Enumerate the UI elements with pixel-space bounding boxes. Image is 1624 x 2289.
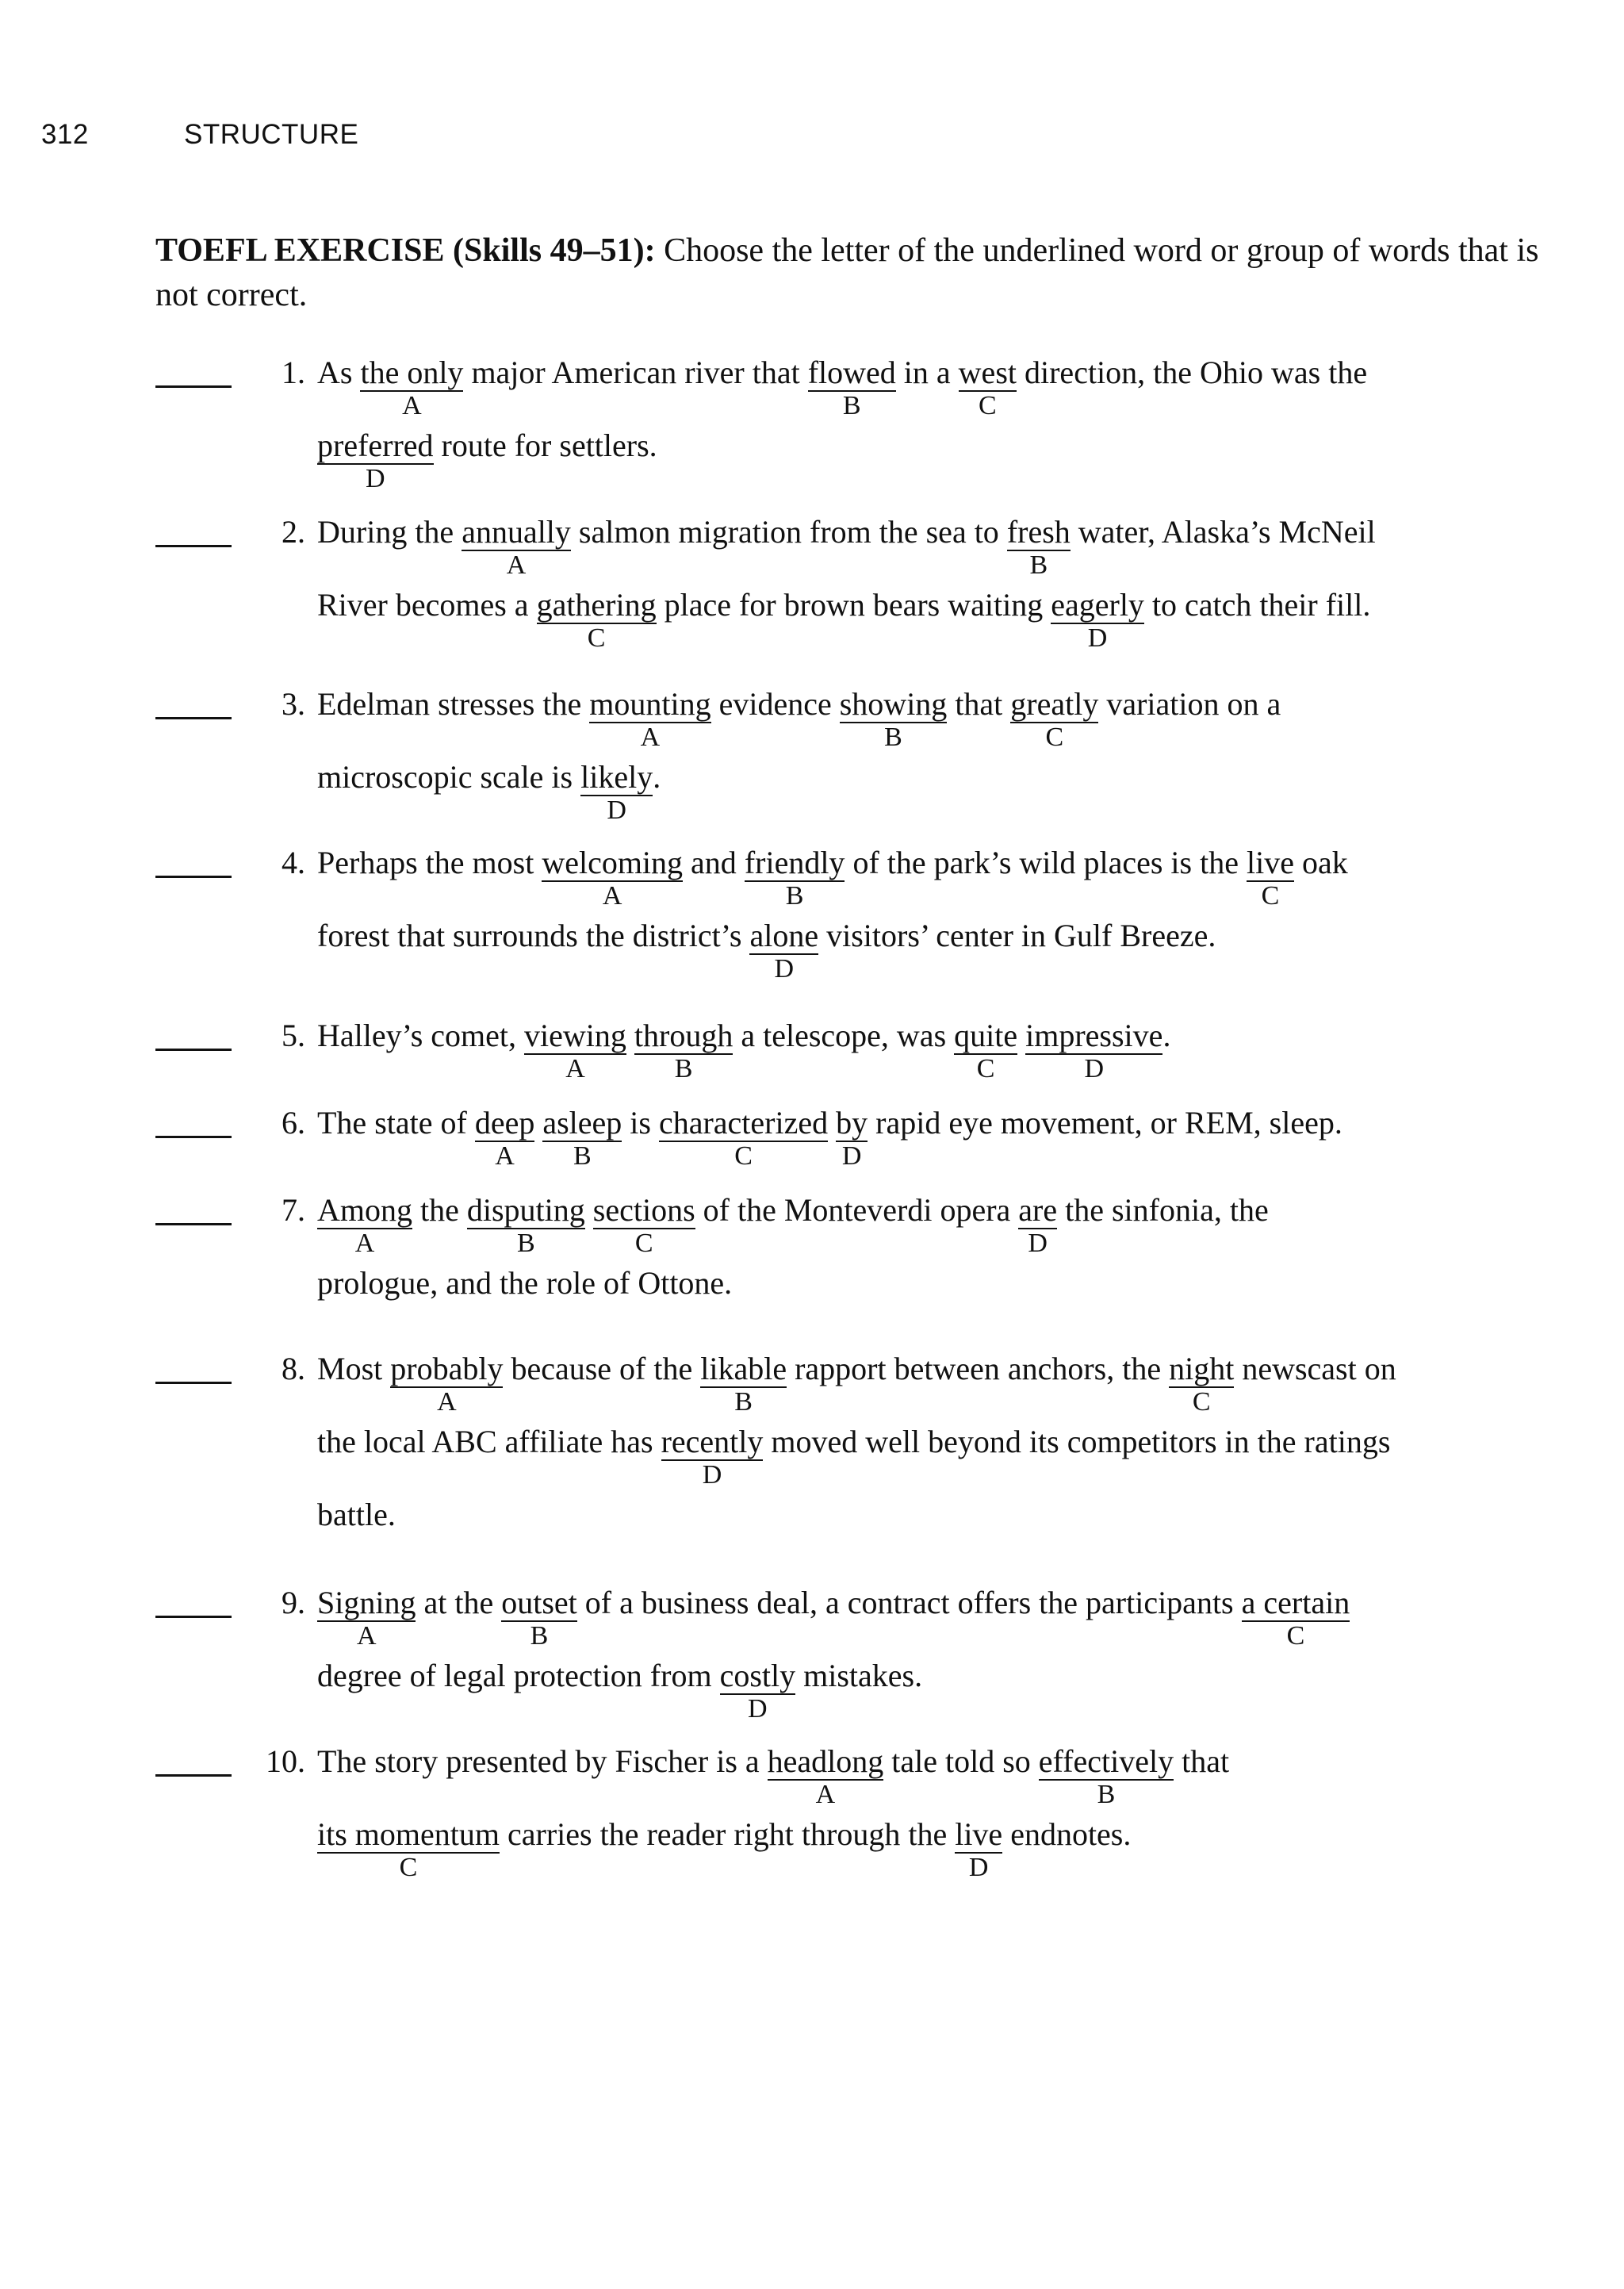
answer-blank[interactable] (155, 1774, 232, 1777)
underlined-option: Signing A (317, 1585, 416, 1651)
option-letter: C (734, 1141, 753, 1171)
question-item (155, 1017, 1567, 1104)
option-letter: A (437, 1387, 457, 1417)
question-text (317, 354, 1554, 500)
question-line: battle. (317, 1497, 396, 1532)
underlined-option: annually A (462, 514, 571, 580)
question-number: 4. (282, 845, 305, 880)
running-head (41, 119, 358, 151)
option-letter: B (1029, 550, 1048, 580)
underlined-option: viewing A (524, 1018, 626, 1083)
underlined-option: impressive D (1025, 1018, 1163, 1083)
question-number: 7. (282, 1192, 305, 1228)
option-letter: C (1286, 1621, 1305, 1651)
question-text (317, 1584, 1554, 1730)
option-letter: B (884, 723, 902, 752)
underlined-option: its momentum C (317, 1816, 500, 1882)
underlined-option: Among A (317, 1192, 412, 1258)
option-letter: B (785, 881, 804, 911)
answer-blank[interactable] (155, 717, 232, 719)
option-letter: A (565, 1054, 585, 1083)
question-text (317, 1743, 1554, 1888)
question-text (317, 844, 1554, 990)
underlined-option: greatly C (1010, 686, 1099, 752)
question-number: 1. (282, 355, 305, 390)
question-item (155, 1350, 1567, 1584)
option-letter: A (495, 1141, 515, 1171)
option-letter: D (968, 1853, 989, 1882)
underlined-option: preferred D (317, 428, 434, 493)
option-letter: A (815, 1780, 836, 1809)
question-number: 6. (282, 1105, 305, 1141)
question-item (155, 685, 1567, 844)
exercise-instructions (155, 228, 1551, 317)
option-letter: D (1028, 1229, 1048, 1258)
underlined-option: through B (634, 1018, 733, 1083)
option-letter: B (1097, 1780, 1116, 1809)
section-name: STRUCTURE (184, 119, 359, 150)
question-line: preferred D route for settlers. (317, 428, 657, 493)
underlined-option: showing B (839, 686, 948, 752)
question-line: The story presented by Fischer is a headlong A tale told so effectively B that (317, 1743, 1230, 1809)
answer-blank[interactable] (155, 545, 232, 547)
underlined-option: west C (958, 355, 1017, 420)
option-letter: C (587, 623, 606, 653)
underlined-option: costly D (719, 1658, 796, 1723)
underlined-option: fresh B (1006, 514, 1071, 580)
answer-blank[interactable] (155, 1616, 232, 1618)
exercise-title: TOEFL EXERCISE (Skills 49–51): (155, 232, 656, 269)
question-text (317, 1350, 1554, 1569)
question-line: the local ABC affiliate has recently D moved well beyond its competitors in the ratings (317, 1424, 1391, 1490)
page-number: 312 (41, 119, 89, 150)
question-text (317, 1017, 1554, 1090)
question-number: 9. (282, 1585, 305, 1620)
question-item (155, 513, 1567, 685)
underlined-option: recently D (661, 1424, 764, 1490)
option-letter: D (748, 1694, 768, 1723)
question-text (317, 1104, 1554, 1177)
question-number: 3. (282, 686, 305, 722)
instructions-text: Choose the letter of the underlined word or group of words that is not correct. (155, 232, 1539, 313)
answer-blank[interactable] (155, 385, 232, 388)
option-letter: D (1087, 623, 1108, 653)
option-letter: C (1192, 1387, 1211, 1417)
question-line: Perhaps the most welcoming A and friendly B of the park’s wild places is the live C oak (317, 845, 1348, 911)
question-item (155, 1104, 1567, 1191)
option-letter: B (530, 1621, 549, 1651)
underlined-option: a certain C (1241, 1585, 1350, 1651)
option-letter: A (602, 881, 622, 911)
question-line: As the only A major American river that flowed B in a west C direction, the Ohio was the (317, 355, 1368, 420)
question-line: its momentum C carries the reader right through the live D endnotes. (317, 1816, 1132, 1882)
question-line: The state of deep A asleep B is characterized C by D rapid eye movement, or REM, sleep. (317, 1105, 1342, 1171)
option-letter: C (1261, 881, 1280, 911)
option-letter: B (573, 1141, 592, 1171)
underlined-option: friendly B (744, 845, 845, 911)
option-letter: C (634, 1229, 653, 1258)
option-letter: B (516, 1229, 535, 1258)
option-letter: D (1084, 1054, 1105, 1083)
option-letter: B (734, 1387, 753, 1417)
question-number: 8. (282, 1351, 305, 1386)
option-letter: A (402, 391, 422, 420)
question-line: Signing A at the outset B of a business deal, a contract offers the participants a certain C (317, 1585, 1350, 1651)
question-line: Most probably A because of the likable B rapport between anchors, the night C newscast on (317, 1351, 1396, 1417)
question-text (317, 685, 1554, 831)
underlined-option: quite C (954, 1018, 1018, 1083)
underlined-option: are D (1018, 1192, 1058, 1258)
question-item (155, 1191, 1567, 1350)
option-letter: A (356, 1621, 377, 1651)
option-letter: D (774, 954, 795, 983)
underlined-option: likable B (700, 1351, 787, 1417)
question-line: River becomes a gathering C place for brown bears waiting eagerly D to catch their fill. (317, 587, 1371, 653)
option-letter: D (702, 1460, 722, 1490)
underlined-option: characterized C (658, 1105, 829, 1171)
underlined-option: sections C (592, 1192, 695, 1258)
answer-blank[interactable] (155, 1223, 232, 1225)
question-line: During the annually A salmon migration from the sea to fresh B water, Alaska’s McNeil (317, 514, 1376, 580)
underlined-option: gathering C (536, 587, 657, 653)
underlined-option: night C (1169, 1351, 1235, 1417)
question-line: Halley’s comet, viewing A through B a telescope, was quite C impressive D . (317, 1018, 1171, 1083)
underlined-option: outset B (501, 1585, 577, 1651)
answer-blank[interactable] (155, 1136, 232, 1138)
option-letter: D (607, 796, 626, 825)
option-letter: D (841, 1141, 862, 1171)
question-text (317, 513, 1554, 659)
underlined-option: mounting A (589, 686, 711, 752)
option-letter: A (640, 723, 661, 752)
underlined-option: disputing B (466, 1192, 585, 1258)
option-letter: A (506, 550, 527, 580)
underlined-option: flowed B (807, 355, 896, 420)
option-letter: C (399, 1853, 418, 1882)
question-line: prologue, and the role of Ottone. (317, 1265, 733, 1301)
underlined-option: eagerly D (1051, 587, 1144, 653)
answer-blank[interactable] (155, 1049, 232, 1051)
question-item (155, 1584, 1567, 1743)
question-number: 2. (282, 514, 305, 550)
question-line: forest that surrounds the district’s alone D visitors’ center in Gulf Breeze. (317, 918, 1216, 983)
underlined-option: asleep B (542, 1105, 622, 1171)
option-letter: B (842, 391, 861, 420)
underlined-option: effectively B (1038, 1743, 1174, 1809)
underlined-option: likely D (580, 759, 653, 825)
question-number: 5. (282, 1018, 305, 1053)
question-item (155, 1743, 1567, 1901)
answer-blank[interactable] (155, 876, 232, 878)
question-list (155, 354, 1567, 1901)
option-letter: C (976, 1054, 995, 1083)
underlined-option: the only A (360, 355, 464, 420)
underlined-option: live D (955, 1816, 1003, 1882)
question-line: microscopic scale is likely D . (317, 759, 661, 825)
answer-blank[interactable] (155, 1382, 232, 1384)
option-letter: C (1045, 723, 1064, 752)
underlined-option: headlong A (767, 1743, 884, 1809)
question-text (317, 1191, 1554, 1337)
question-line: Among A the disputing B sections C of the Monteverdi opera are D the sinfonia, the (317, 1192, 1269, 1258)
option-letter: B (674, 1054, 693, 1083)
underlined-option: live C (1246, 845, 1294, 911)
underlined-option: alone D (749, 918, 819, 983)
question-number: 10. (266, 1743, 305, 1779)
underlined-option: by D (836, 1105, 868, 1171)
underlined-option: probably A (390, 1351, 504, 1417)
option-letter: D (365, 464, 385, 493)
option-letter: A (354, 1229, 375, 1258)
question-item (155, 844, 1567, 1017)
underlined-option: deep A (474, 1105, 535, 1171)
question-line: degree of legal protection from costly D mistakes. (317, 1658, 923, 1723)
question-item (155, 354, 1567, 513)
underlined-option: welcoming A (542, 845, 684, 911)
option-letter: C (978, 391, 997, 420)
question-line: Edelman stresses the mounting A evidence showing B that greatly C variation on a (317, 686, 1281, 752)
